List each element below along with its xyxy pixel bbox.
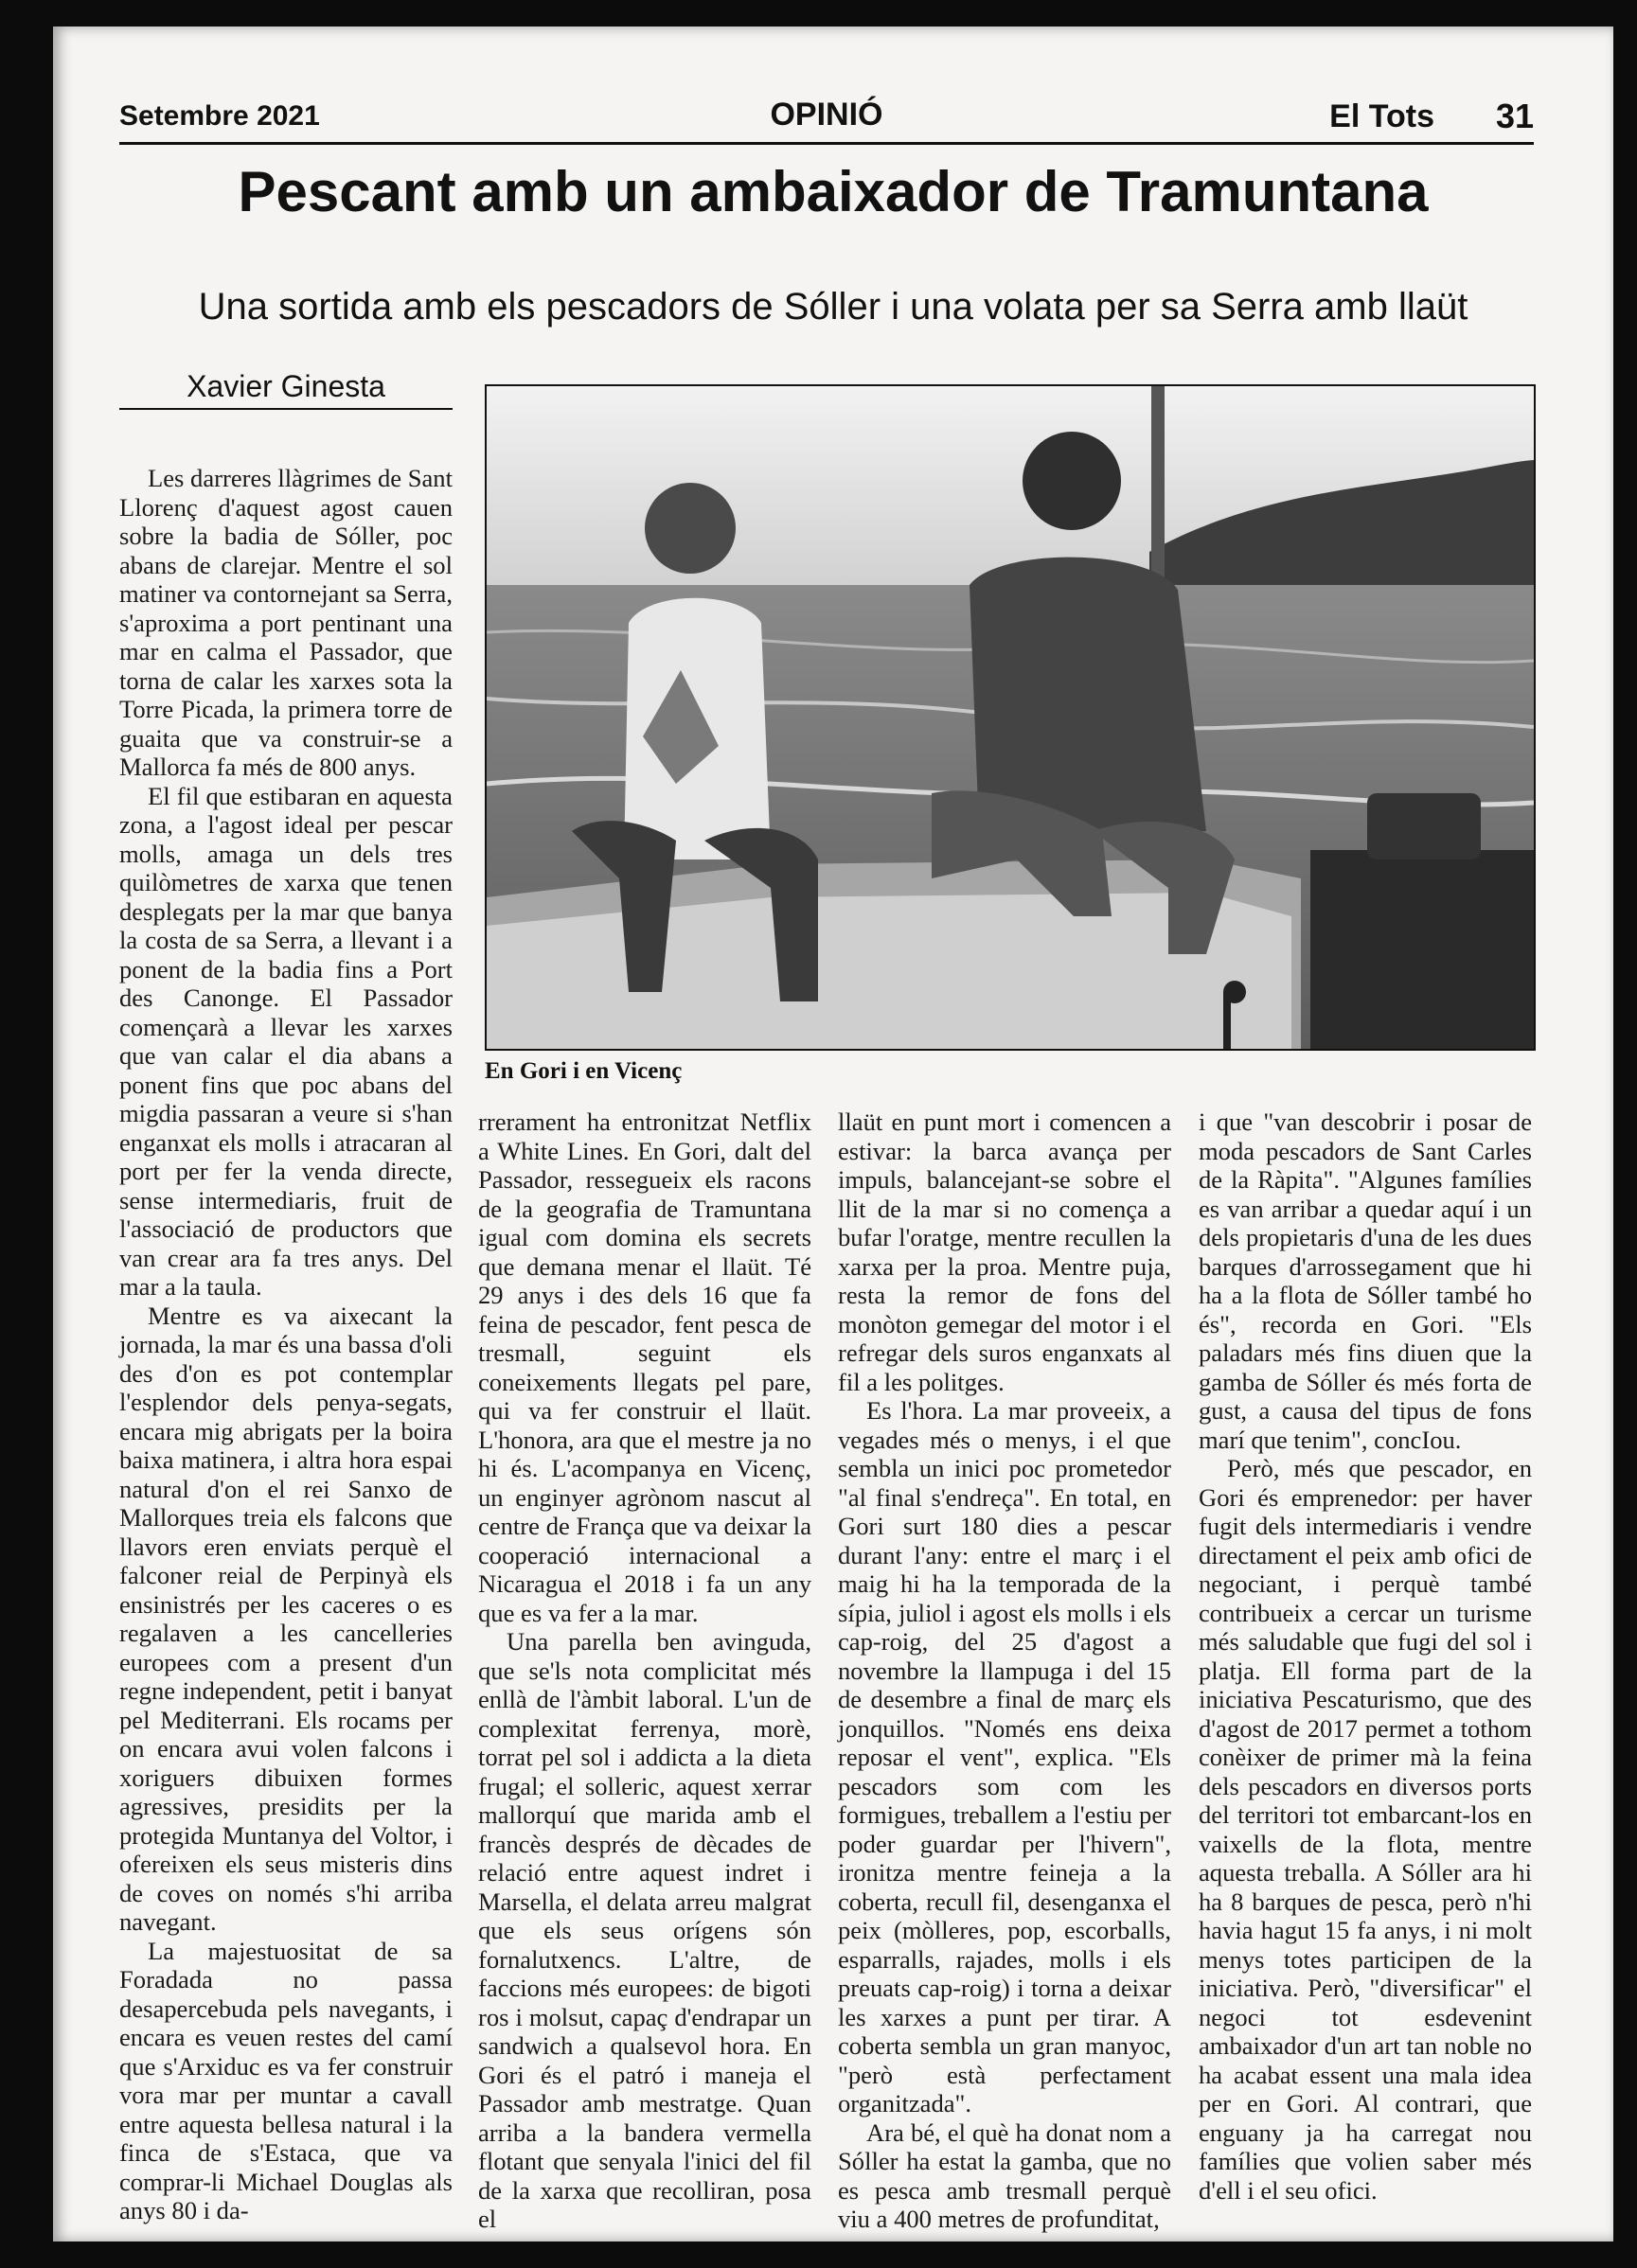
running-header [119, 95, 1534, 145]
paragraph: Es l'hora. La mar proveeix, a vegades més o menys, i el que sembla un inici poc prometedor "al final s'endreça". En total, en Gori surt 180 dies a pescar durant l'any: entre el març i el maig hi ha la temporada de la sípia, juliol i agost els molls i els cap-roig, del 25 d'agost a novembre la llampuga i del 15 de desembre a final de març els jonquillos. "Només ens deixa reposar el vent", explica. "Els pescadors som com les formigues, treballem a l'estiu per poder guardar per l'hivern", ironitza mentre feineja a la coberta, recull fil, desenganxa el peix (mòlleres, pop, escorballs, esparralls, rajades, molls i els preuats cap-roig) i torna a deixar les xarxes a punt per tirar. A coberta sembla un gran manyoc, "però està perfectament organitzada". [838, 1396, 1171, 2117]
article-photo [485, 384, 1536, 1051]
publication-name: El Tots [1329, 98, 1434, 134]
article-column-2 [478, 1107, 811, 2234]
article-column-1 [119, 464, 453, 2225]
article-column-3 [838, 1107, 1171, 2234]
issue-date: Setembre 2021 [119, 100, 320, 132]
paragraph: Però, més que pescador, en Gori és emprenedor: per haver fugit dels intermediaris i vendre directament el peix amb ofici de negociant, i perquè també contribueix a cercar un turisme més saludable que fugi del sol i platja. Ell forma part de la iniciativa Pescaturismo, que des d'agost de 2017 permet a tothom conèixer de primer mà la feina dels pescadors en diversos ports del territori tot embarcant-los en vaixells de la flota, mentre aquesta treballa. A Sóller ara hi ha 8 barques de pesca, però n'hi havia hagut 15 fa anys, i ni molt menys totes participen de la iniciativa. Però, "diversificar" el negoci tot esdevenint ambaixador d'un art tan noble no ha acabat essent una mala idea per en Gori. Al contrari, que enguany ja ha carregat nou famílies que volien saber més d'ell i el seu ofici. [1199, 1454, 1532, 2205]
paragraph: llaüt en punt mort i comencen a estivar: la barca avança per impuls, balancejant-se sobre el llit de la mar si no comença a bufar l'oratge, mentre recullen la xarxa per la proa. Mentre puja, resta la remor de fons del monòton gemegar del motor i el refregar dels suros enganxats al fil a les politges. [838, 1107, 1171, 1396]
paragraph: i que "van descobrir i posar de moda pescadors de Sant Carles de la Ràpita". "Algunes famílies es van arribar a quedar aquí i un dels propietaris d'una de les dues barques d'arrossegament que hi ha a la flota de Sóller també ho és", recorda en Gori. "Els paladars més fins diuen que la gamba de Sóller és més forta de gust, a causa del tipus de fons marí que tenim", concIou. [1199, 1107, 1532, 1454]
article-subtitle: Una sortida amb els pescadors de Sóller i una volata per sa Serra amb llaüt [198, 286, 1468, 328]
paragraph: Les darreres llàgrimes de Sant Llorenç d'aquest agost cauen sobre la badia de Sóller, poc abans de clarejar. Mentre el sol matiner va contornejant sa Serra, s'aproxima a port pentinant una mar en calma el Passador, que torna de calar les xarxes sota la Torre Picada, la primera torre de guaita que va construir-se a Mallorca fa més de 800 anys. [119, 464, 453, 781]
photo-illustration [487, 386, 1534, 1049]
article-column-4 [1199, 1107, 1532, 2205]
paragraph: rrerament ha entronitzat Netflix a White Lines. En Gori, dalt del Passador, ressegueix els racons de la geografia de Tramuntana igual com domina els secrets que demana menar el llaüt. Té 29 anys i des dels 16 que fa feina de pescador, fent pesca de tresmall, seguint els coneixements llegats pel pare, qui va fer construir el llaüt. L'honora, ara que el mestre ja no hi és. L'acompanya en Vicenç, un enginyer agrònom nascut al centre de França que va deixar la cooperació internacional a Nicaragua el 2018 i fa un any que es va fer a la mar. [478, 1107, 811, 1627]
section-name: OPINIÓ [770, 97, 883, 133]
newspaper-page [53, 27, 1613, 2241]
paragraph: La majestuositat de sa Foradada no passa desapercebuda pels navegants, i encara es veuen restes del camí que s'Arxiduc es va fer construir vora mar per muntar a cavall entre aquesta bellesa natural i la finca de s'Estaca, que va comprar-li Michael Douglas als anys 80 i da- [119, 1936, 453, 2224]
paragraph: El fil que estibaran en aquesta zona, a l'agost ideal per pescar molls, amaga un dels tres quilòmetres de xarxa que tenen desplegats per la mar que banya la costa de sa Serra, a llevant i a ponent de la badia fins a Port des Canonge. El Passador començarà a llevar les xarxes que van calar el dia abans a ponent fins que poc abans del migdia passaran a veure si s'han enganxat els molls i atracaran al port per fer la venda directe, sense intermediaris, fruit de l'associació de productors que van crear ara fa tres anys. Del mar a la taula. [119, 781, 453, 1301]
page-number: 31 [1495, 97, 1534, 135]
paragraph: Una parella ben avinguda, que se'ls nota complicitat més enllà de l'àmbit laboral. L'un de complexitat ferrenya, morè, torrat pel sol i addicta a la dieta frugal; el solleric, aquest xerrar mallorquí que marida amb el francès després de dècades de relació entre aquest indret i Marsella, el delata arreu malgrat que els seus orígens són fornalutxencs. L'altre, de faccions més europees: de bigoti ros i molsut, capaç d'endrapar un sandwich a qualsevol hora. En Gori és el patró i maneja el Passador amb mestratge. Quan arriba a la bandera vermella flotant que senyala l'inici del fil de la xarxa que recolliran, posa el [478, 1627, 811, 2233]
paragraph: Mentre es va aixecant la jornada, la mar és una bassa d'oli des d'on es pot contemplar l'esplendor dels penya-segats, encara mig abrigats per la boira baixa matinera, i altra hora espai natural d'on el rei Sanxo de Mallorques treia els falcons que llavors eren enviats perquè el falconer reial de Perpinyà els ensinistrés per les caceres o es regalaven a les cancelleries europees com a present d'un regne independent, petit i banyat pel Mediterrani. Els rocams per on encara avui volen falcons i xoriguers dibuixen formes agressives, presidits per la protegida Muntanya del Voltor, i ofereixen els seus misteris dins de coves on només s'hi arriba navegant. [119, 1301, 453, 1936]
paragraph: Ara bé, el què ha donat nom a Sóller ha estat la gamba, que no es pesca amb tresmall perquè viu a 400 metres de profunditat, [838, 2117, 1171, 2233]
author-byline: Xavier Ginesta [119, 369, 453, 410]
article-title: Pescant amb un ambaixador de Tramuntana [238, 160, 1429, 223]
photo-caption: En Gori i en Vicenç [485, 1058, 683, 1084]
